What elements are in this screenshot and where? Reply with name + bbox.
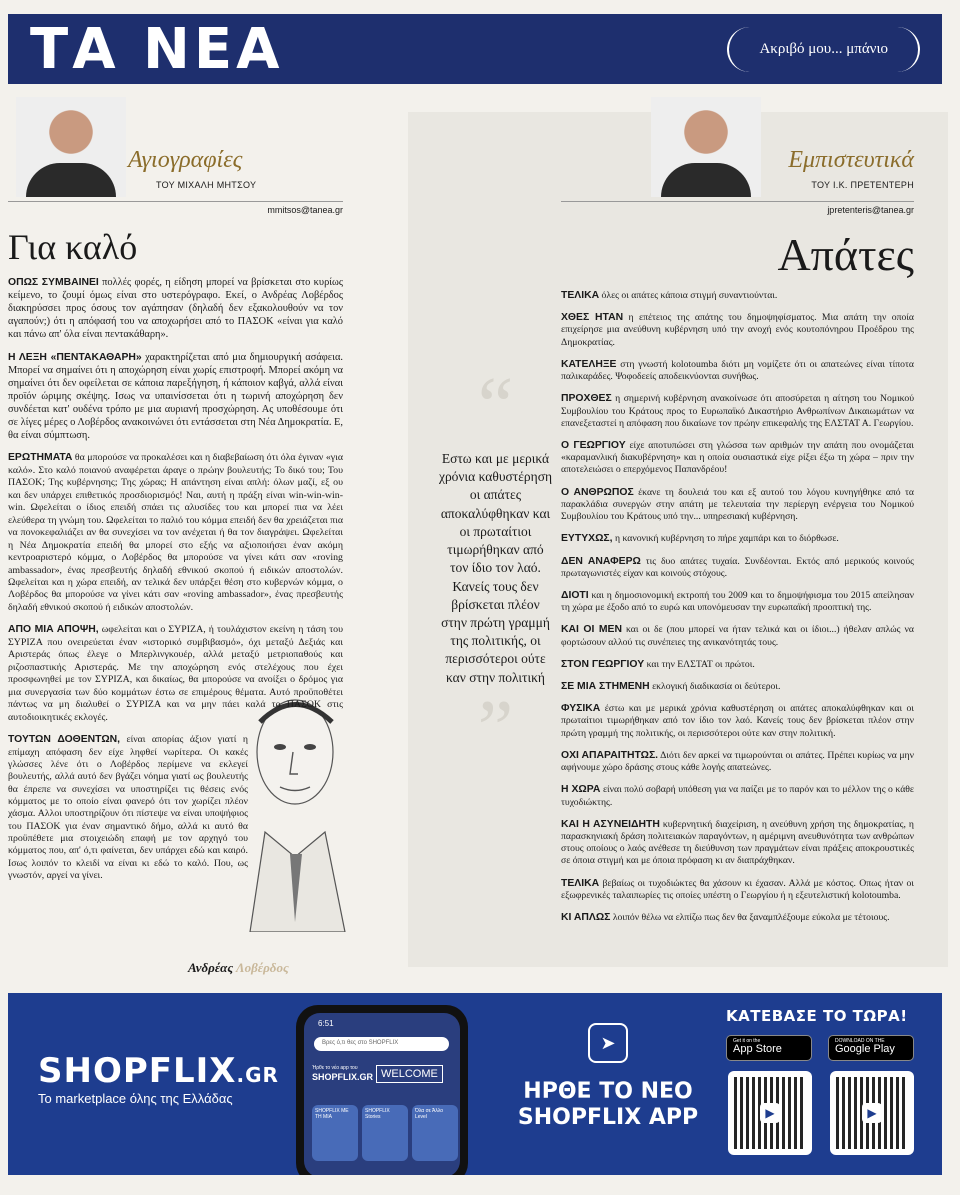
paragraph: ΔΙΟΤΙ και η δημοσιονομική εκτροπή του 2009 και το δημοψήφισμα του 2015 απείλησαν τη χώρα με έξοδο από το ευρώ και υπονόμευσαν την ευρωπαϊκή προοπτική της.	[561, 589, 914, 614]
phone-time: 6:51	[318, 1019, 334, 1028]
google-play-qr-code[interactable]	[830, 1071, 914, 1155]
shopflix-logo: SHOPFLIX.GR	[38, 1051, 279, 1091]
newspaper-logo[interactable]: ΤΑ ΝΕΑ	[30, 16, 284, 82]
app-cta: ΗΡΘΕ ΤΟ ΝΕΟ SHOPFLIX APP	[517, 1079, 699, 1131]
column-name: Αγιογραφίες	[128, 147, 243, 173]
paragraph: ΤΕΛΙΚΑ βεβαίως οι τυχοδιώκτες θα χάσουν κι έχασαν. Αλλά με κόστος. Οπως ήταν οι εξωφρενικές ταλαιπωρίες τις οποίες υπέστη ο Γεωργίου ή η εξευτελιστική kolotoumba.	[561, 877, 914, 901]
paragraph: ΤΕΛΙΚΑ όλες οι απάτες κάποια στιγμή συναντιούνται.	[561, 290, 778, 301]
author-photo-mitsos	[16, 97, 126, 197]
phone-search-bar: Βρες ό,τι θες στο SHOPFLIX	[314, 1037, 449, 1051]
right-column	[561, 92, 914, 933]
paragraph: Η ΧΩΡΑ είναι πολύ σοβαρή υπόθεση για να παίζει με το παρόν και το μέλλον της ο κάθε τυχοδιώκτης.	[561, 784, 914, 808]
phone-cards	[312, 1105, 458, 1161]
paragraph: Ο ΑΝΘΡΩΠΟΣ έκανε τη δουλειά του και εξ αυτού του λόγου κυνηγήθηκε από τα παρακλάδια συνεργών στην απάτη με τελευταία την περίεργη ενέργεια του Νομικού Συμβουλίου του Κράτους υπό την... υπηρεσιακή κυβέρνηση.	[561, 486, 914, 523]
google-play-button[interactable]: DOWNLOAD ON THE Google Play	[828, 1035, 914, 1061]
article-headline: Απάτες	[777, 229, 914, 280]
author-photo-body	[661, 163, 751, 197]
left-byline	[8, 92, 343, 202]
phone-screen	[304, 1013, 460, 1175]
app-store-qr-code[interactable]	[728, 1071, 812, 1155]
phone-card: Όλα σε Άλλο Level	[412, 1105, 458, 1161]
paragraph: ΟΧΙ ΑΠΑΡΑΙΤΗΤΩΣ. Διότι δεν αρκεί να τιμωρούνται οι απάτες. Πρέπει κυρίως να μην αφήνουμε χώρο δράσης στους κάθε λογής απατεώνες.	[561, 749, 914, 774]
author-name: ΤΟΥ Ι.Κ. ΠΡΕΤΕΝΤΕΡΗ	[811, 180, 914, 190]
left-article	[8, 276, 343, 724]
app-store-button[interactable]: Get it on the App Store	[726, 1035, 812, 1061]
phone-welcome-badge: WELCOME	[376, 1065, 443, 1083]
column-name: Εμπιστευτικά	[788, 147, 914, 173]
phone-card: SHOPFLIX Stories	[362, 1105, 408, 1161]
masthead-tagline: Ακριβό μου... μπάνιο	[727, 27, 920, 72]
download-now-label: ΚΑΤΕΒΑΣΕ ΤΟ ΤΩΡΑ!	[726, 1007, 908, 1025]
pull-quote	[438, 362, 553, 773]
paragraph: ΧΘΕΣ ΗΤΑΝ η επέτειος της απάτης του δημοψηφίσματος. Μια απάτη την οποία επιχείρησε μια ανεύθυνη κυβέρνηση υπό την ανοχή ενός κουτοπόνηρου Προέδρου της Δημοκρατίας.	[561, 312, 915, 348]
play-icon: ▶	[862, 1103, 882, 1123]
cursor-click-icon: ➤	[588, 1023, 628, 1063]
right-article	[561, 289, 914, 924]
paragraph: ΠΡΟΧΘΕΣ η σημερινή κυβέρνηση ανακοίνωσε ότι αποσύρεται η αίτηση του Νομικού Συμβουλίου του Κράτους προς το Ευρωπαϊκό Δικαστήριο Ανθρωπίνων Δικαιωμάτων να επανεξεταστεί η απόφαση που δικαίωνε τον πρώην επικεφαλής της ΕΛΣΤΑΤ Α. Γεωργίου.	[561, 393, 914, 429]
paragraph: ΚΙ ΑΠΛΩΣ λοιπόν θέλω να ελπίζω πως δεν θα ξαναμπλέξουμε εύκολα με τέτοιους.	[561, 912, 890, 924]
paragraph: ΕΥΤΥΧΩΣ, η κανονική κυβέρνηση το πήρε χαμπάρι και το διόρθωσε.	[561, 533, 839, 545]
paragraph: ΚΑΙ ΟΙ ΜΕΝ και οι δε (που μπορεί να ήταν τελικά και οι ίδιοι...) ήθελαν απλώς να φορτώσουν αλλού τις συνέπειες της ανικανότητάς τους.	[561, 624, 914, 648]
phone-promo-text: Ήρθε το νέο app του SHOPFLIX.GR	[312, 1065, 374, 1082]
play-icon: ▶	[760, 1103, 780, 1123]
close-quote-icon: ”	[477, 684, 514, 773]
author-email[interactable]: jpretenteris@tanea.gr	[827, 205, 914, 215]
paragraph: ΣΤΟΝ ΓΕΩΡΓΙΟΥ και την ΕΛΣΤΑΤ οι πρώτοι.	[561, 658, 755, 670]
paragraph: ΚΑΙ Η ΑΣΥΝΕΙΔΗΤΗ κυβερνητική διαχείριση, η ανεύθυνη χρήση της δημοκρατίας, η παρασκηνιακή δράση πολιτειακών παραγόντων, η αμέριμνη ανευθυνότητα των ανθρώπων στους οποίους ο λαός ανέθεσε τη διεύθυνση των πραγμάτων είναι πράξεις αποκρουστικές σε όποια στιγμή και με όποια πρόφαση κι αν διαπράχθηκαν.	[561, 818, 914, 867]
pull-quote-text: Εστω και με μερικά χρόνια καθυστέρηση οι απάτες αποκαλύφθηκαν και οι πρωταίτιοι τιμωρήθηκαν από τον ίδιο τον λαό. Κανείς τους δεν βρίσκεται πλέον στην πρώτη γραμμή της πολιτικής, οι περισσότεροι ούτε καν στην πολιτική	[438, 451, 553, 685]
right-byline	[561, 92, 914, 202]
author-photo-body	[26, 163, 116, 197]
open-quote-icon: “	[477, 362, 514, 450]
author-photo-pretenteris	[651, 97, 761, 197]
paragraph: ΕΡΩΤΗΜΑΤΑ θα μπορούσε να προκαλέσει και η διαβεβαίωση ότι όλα έγιναν «για καλό». Στο καλό ποιανού αναφέρεται άραγε ο πρώην βουλευτής; Το δικό του; Του ΠΑΣΟΚ; Της κυβέρνησης; Της χώρας; Η απάντηση είναι απλή: όλων μαζί, εξ ου και δεν υπάρχει επιθετικός προσδιορισμός! Ναι, αυτή η πράξη είναι win-win-win-win. Ωφελείται ο ίδιος επειδή σπάει τις αλυσίδες του και μπορεί πια να λέει ελεύθερα τη γνώμη του. Ωφελείται το παλιό του κόμμα επειδή δεν θα χρειάζεται πια να πονοκεφαλιάζει αν θα συνεχίσει να τον ανέχεται ή θα τον διαγράψει. Ωφελείται η Νέα Δημοκρατία επειδή θα μπορεί στο εξής να αξιοποιήσει έναν ακόμη κεντροαριστερό κόμμα, ο Λοβέρδος θα μπορούσε να γίνει κάτι σαν «roving ambassador», ένας πρεσβευτής δηλαδή εθνικού σκοπού ή ειδικών αποστολών. Ωφελείται και η χώρα επειδή, αν τελικά δεν υπάρξει θέση στο κυβερνών κόμμα, ο Λοβέρδος θα μπορούσε να γίνει κάτι σαν «roving ambassador», ένας πρεσβευτής δηλαδή εθνικού σκοπού ή ειδικών αποστολών.	[8, 452, 343, 613]
author-name: ΤΟΥ ΜΙΧΑΛΗ ΜΗΤΣΟΥ	[156, 180, 257, 190]
paragraph: ΔΕΝ ΑΝΑΦΕΡΩ τις δυο απάτες τυχαία. Συνδέονται. Εκτός από μερικούς κοινούς πρωταγωνιστές είχαν και κοινούς στόχους.	[561, 555, 914, 579]
paragraph: ΤΟΥΤΩΝ ΔΟΘΕΝΤΩΝ, είναι απορίας άξιον γιατί η επίμαχη απόφαση δεν είχε ληφθεί νωρίτερα. Οι κακές γλώσσες λένε ότι ο Λοβέρδος περίμενε να εκλεγεί βουλευτής, αλλά αυτό δεν βγάζει νόημα γιατί ως βουλευτής θα έπρεπε να συνεχίσει να υποστηρίζει τις θέσεις ενός κόμματος με το οποίο είναι φανερό ότι τον χωρίζει πλέον χάσμα. Αλλοι υποστηρίζουν ότι πίστεψε να είναι υποψήφιος του ΠΑΣΟΚ για έναν σημαντικό δήμο, αλλά κι αυτό θα προϋπέθετε μια στοιχειώδη επαφή με τον αρχηγό του κόμματος που, απ' ό,τι φαίνεται, δεν υπάρχει εδώ και καιρό. Ισως λοιπόν το κλειδί να είναι κι εδώ το καλό. Που, ως γνωστόν, αργεί να γίνει.	[8, 734, 249, 881]
article-headline: Για καλό	[8, 227, 138, 267]
author-email[interactable]: mmitsos@tanea.gr	[267, 205, 343, 215]
shopflix-slogan: Το marketplace όλης της Ελλάδας	[38, 1091, 233, 1106]
paragraph: ΣΕ ΜΙΑ ΣΤΗΜΕΝΗ εκλογική διαδικασία οι δεύτεροι.	[561, 681, 781, 693]
paragraph: ΑΠΟ ΜΙΑ ΑΠΟΨΗ, ωφελείται και ο ΣΥΡΙΖΑ, ή τουλάχιστον εκείνη η τάση του ΣΥΡΙΖΑ που ονειρεύεται έναν «ιστορικό συμβιβασμό», όχι μεταξύ Δεξιάς και Αριστεράς όπως έλεγε ο Μπερλινγκουέρ, αλλά μεταξύ μετριοπαθούς και ριζοσπαστικής Αριστεράς. Με την αποχώρηση ενός στελέχους που έχει προσφωνηθεί με τον ΣΥΡΙΖΑ, και δικαίως, θα μπορούσε να ανοίξει ο δρόμος για μια συνεργασία των δύο κομμάτων έστω σε επιμέρους θέματα. Αυτό προϋποθέτει πάντως να μη διαλυθεί ο ΣΥΡΙΖΑ και να μην πάει καλά το ΠΑΣΟΚ στις αυτοδιοικητικές εκλογές.	[8, 624, 343, 723]
paragraph: ΦΥΣΙΚΑ έστω και με μερικά χρόνια καθυστέρηση οι απάτες αποκαλύφθηκαν και οι πρωταίτιοι τιμωρήθηκαν από τον ίδιο τον λαό. Κανείς τους δεν βρίσκεται πλέον στην πρώτη γραμμή της πολιτικής, οι περισσότεροι ούτε καν στην πολιτική.	[561, 703, 914, 739]
left-article-continued	[8, 733, 343, 882]
paragraph: ΚΑΤΕΛΗΞΕ στη γνωστή kolotoumba διότι μη νομίζετε ότι οι απατεώνες είναι τίποτα παλικαράδες. Ψοφοδεείς αποδεικνύονται συνήθως.	[561, 358, 914, 383]
phone-mockup	[296, 1005, 468, 1175]
shopflix-advertisement[interactable]	[8, 993, 942, 1175]
left-column	[8, 92, 343, 891]
phone-card: SHOPFLIX ΜΕ ΤΗ ΜΙΑ	[312, 1105, 358, 1161]
paragraph: Ο ΓΕΩΡΓΙΟΥ είχε αποτυπώσει στη γλώσσα των αριθμών την απάτη που ονομάζεται «καραμανλική διακυβέρνηση» και η οποία ουσιαστικά είχε ρίξει έξω τη χώρα – πριν την αποτελειώσει ο επερχόμενος Παπανδρέου!	[561, 439, 914, 476]
masthead	[8, 14, 942, 84]
paragraph: ΟΠΩΣ ΣΥΜΒΑΙΝΕΙ πολλές φορές, η είδηση μπορεί να βρίσκεται στο κυρίως κείμενο, το ζουμί όμως είναι στο υστερόγραφο. Εκεί, ο Ανδρέας Λοβέρδος διακηρύσσει προς όσους τον αγάπησαν (δηλαδή δεν εξακολουθούν να τον αγαπούν;) ότι η απόφασή του να αποχωρήσει από το ΠΑΣΟΚ «είναι για καλό και πάνω απ' όλα είναι πεντακάθαρη».	[8, 277, 344, 341]
caricature-caption: Ανδρέας Λοβέρδος	[188, 960, 289, 975]
page-body	[8, 92, 942, 975]
paragraph: Η ΛΕΞΗ «ΠΕΝΤΑΚΑΘΑΡΗ» χαρακτηρίζεται από μια δημιουργική ασάφεια. Μπορεί να σημαίνει ότι η αποχώρηση είναι χωρίς επιστροφή. Μπορεί ακόμη να σημαίνει ότι δεν οφείλεται σε κάποια παρεξήγηση, ή κάποιον καβγά, αλλά είναι προϊόν ώριμης σκέψης. Ισως να υπαινίσσεται ότι η τωρινή αποχώρηση δεν συνδέεται κατ' ουδένα τρόπο με μια αυριανή προσχώρηση. Ας υποθέσουμε ότι σε λίγες μέρες ο Λοβέρδος ανακοινώνει ότι εντάσσεται στη Νέα Δημοκρατία. Ε, θα είναι σύμπτωση.	[8, 351, 343, 442]
